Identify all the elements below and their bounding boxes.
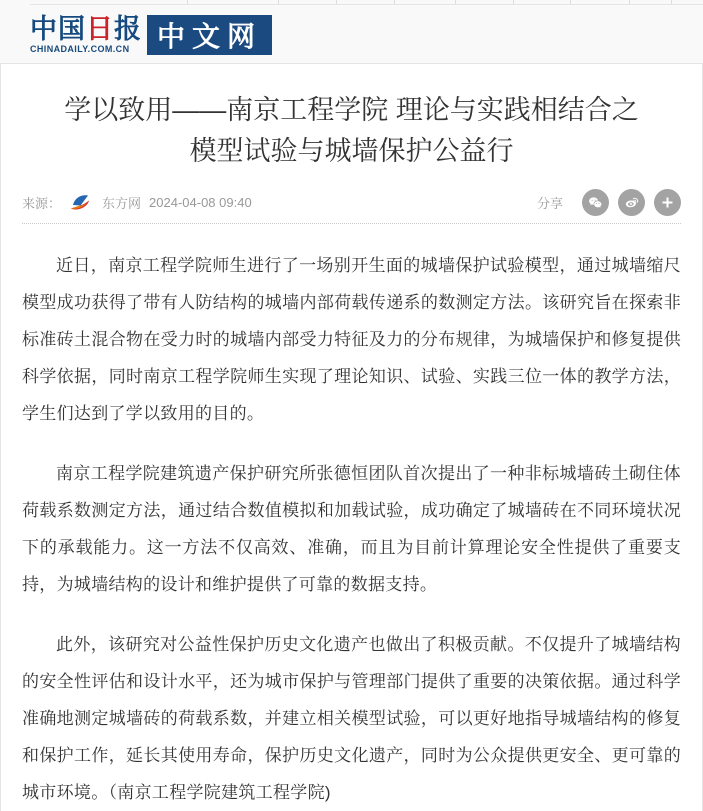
article-card (0, 63, 703, 811)
nav-divider (278, 0, 279, 4)
nav-bottom-rule (30, 4, 703, 5)
chinadaily-logo-left (30, 13, 142, 55)
weibo-icon (623, 194, 640, 211)
nav-divider (629, 0, 630, 4)
article-title (32, 90, 671, 172)
article-title-line-1: 学以致用——南京工程学院 理论与实践相结合之 (64, 95, 639, 125)
nav-divider (671, 0, 672, 4)
source-name: 东方网 (102, 195, 142, 211)
share-more-button[interactable] (654, 189, 681, 216)
nav-divider (187, 0, 188, 4)
nav-divider (336, 0, 337, 4)
nav-divider (455, 0, 456, 4)
nav-divider (394, 0, 395, 4)
eastday-logo-icon (69, 193, 90, 212)
share-label: 分享 (536, 195, 563, 211)
chinadaily-logo[interactable] (30, 13, 272, 55)
publish-datetime: 2024-04-08 09:40 (149, 194, 252, 210)
source-label: 来源： (22, 195, 62, 211)
chinadaily-logo-cn-text: 中国日报 (30, 14, 142, 45)
share-weibo-button[interactable] (618, 189, 645, 216)
plus-icon (660, 195, 675, 210)
nav-divider (570, 0, 571, 4)
wechat-icon (587, 194, 604, 211)
article-paragraph-1: 近日，南京工程学院师生进行了一场别开生面的城墙保护试验模型，通过城墙缩尺模型成功获得了带有人防结构的城墙内部荷载传递系的数测定方法。该研究旨在探索非标准砖土混合物在受力时的城墙内部受力特征及力的分布规律，为城墙保护和修复提供科学依据，同时南京工程学院师生实现了理论知识、试验、实践三位一体的教学方法，学生们达到了学以致用的目的。 (22, 256, 681, 423)
chinese-site-badge: 中文网 (147, 15, 272, 55)
dotted-divider (22, 223, 681, 224)
chinadaily-logo-domain: CHINADAILY.COM.CN (30, 44, 130, 54)
logo-red-char: 日 (86, 14, 114, 45)
article-meta-row (22, 188, 681, 216)
article-body (22, 247, 681, 811)
share-wechat-button[interactable] (582, 189, 609, 216)
share-toolbar (537, 189, 681, 216)
nav-divider (513, 0, 514, 4)
site-header (0, 5, 703, 63)
article-paragraph-2: 南京工程学院建筑遗产保护研究所张德恒团队首次提出了一种非标城墙砖土砌住体荷载系数测定方法，通过结合数值模拟和加载试验，成功确定了城墙砖在不同环境状况下的承载能力。这一方法不仅高效、准确，而且为目前计算理论安全性提供了重要支持，为城墙结构的设计和维护提供了可靠的数据支持。 (22, 464, 681, 594)
article-title-line-2: 模型试验与城墙保护公益行 (189, 136, 514, 166)
top-nav-remnant (0, 0, 703, 5)
source-info (22, 193, 252, 212)
article-paragraph-3: 此外，该研究对公益性保护历史文化遗产也做出了积极贡献。不仅提升了城墙结构的安全性评估和设计水平，还为城市保护与管理部门提供了重要的决策依据。通过科学准确地测定城墙砖的荷载系数，并建立相关模型试验，可以更好地指导城墙结构的修复和保护工作，延长其使用寿命，保护历史文化遗产，同时为公众提供更安全、更可靠的城市环境。（南京工程学院建筑工程学院) (22, 635, 681, 802)
